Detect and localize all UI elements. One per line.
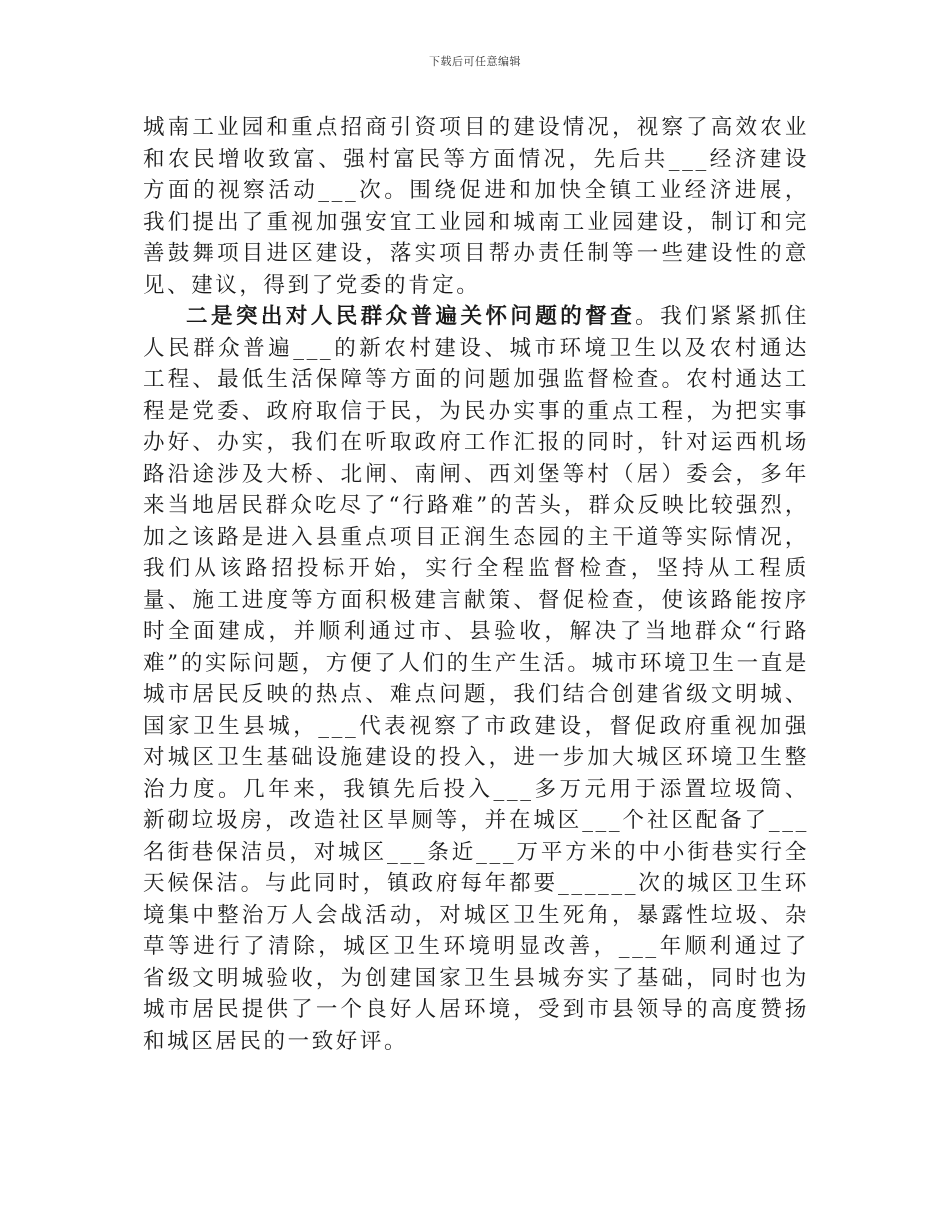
- paragraph-public-concern-supervision: [143, 301, 809, 1057]
- paragraph-economic-inspection: 城南工业园和重点招商引资项目的建设情况，视察了高效农业和农民增收致富、强村富民等方面情况，先后共___经济建设方面的视察活动___次。围绕促进和加快全镇工业经济进展，我们提出了重视加强安宜工业园和城南工业园建设，制订和完善鼓舞项目进区建设，落实项目帮办责任制等一些建设性的意见、建议，得到了党委的肯定。: [143, 115, 809, 298]
- page-header-note: 下载后可任意编辑: [429, 55, 521, 68]
- document-body: [143, 112, 809, 1057]
- paragraph-lead-heading: 二是突出对人民群众普遍关怀问题的督查: [186, 304, 636, 329]
- paragraph-body-text: 。我们紧紧抓住人民群众普遍___的新农村建设、城市环境卫生以及农村通达工程、最低生活保障等方面的问题加强监督检查。农村通达工程是党委、政府取信于民，为民办实事的重点工程，为把实事办好、办实，我们在听取政府工作汇报的同时，针对运西机场路沿途涉及大桥、北闸、南闸、西刘堡等村（居）委会，多年来当地居民群众吃尽了“行路难”的苦头，群众反映比较强烈，加之该路是进入县重点项目正润生态园的主干道等实际情况，我们从该路招投标开始，实行全程监督检查，坚持从工程质量、施工进度等方面积极建言献策、督促检查，使该路能按序时全面建成，并顺利通过市、县验收，解决了当地群众“行路难”的实际问题，方便了人们的生产生活。城市环境卫生一直是城市居民反映的热点、难点问题，我们结合创建省级文明城、国家卫生县城，___代表视察了市政建设，督促政府重视加强对城区卫生基础设施建设的投入，进一步加大城区环境卫生整治力度。几年来，我镇先后投入___多万元用于添置垃圾筒、新砌垃圾房，改造社区旱厕等，并在城区___个社区配备了___名街巷保洁员，对城区___条近___万平方米的中小街巷实行全天候保洁。与此同时，镇政府每年都要______次的城区卫生环境集中整治万人会战活动，对城区卫生死角，暴露性垃圾、杂草等进行了清除，城区卫生环境明显改善，___年顺利通过了省级文明城验收，为创建国家卫生县城夯实了基础，同时也为城市居民提供了一个良好人居环境，受到市县领导的高度赞扬和城区居民的一致好评。: [143, 304, 809, 1054]
